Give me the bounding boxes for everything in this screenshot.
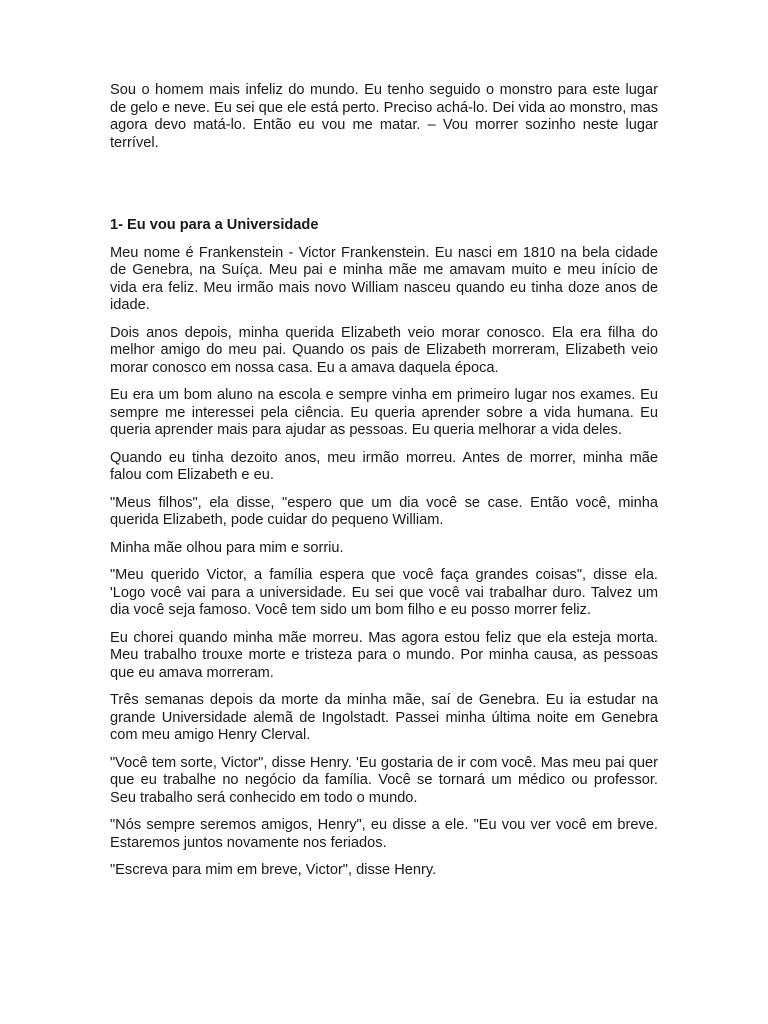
body-paragraph: Minha mãe olhou para mim e sorriu. xyxy=(110,539,344,556)
body-paragraph: "Nós sempre seremos amigos, Henry", eu disse a ele. "Eu vou ver você em breve. Estaremos juntos novamente nos feriados. xyxy=(110,817,658,851)
body-paragraph: Três semanas depois da morte da minha mãe, saí de Genebra. Eu ia estudar na grande Universidade alemã de Ingolstadt. Passei minha última noite em Genebra com meu amigo Henry Clerval. xyxy=(110,692,658,743)
body-paragraph: Eu chorei quando minha mãe morreu. Mas agora estou feliz que ela esteja morta. Meu trabalho trouxe morte e tristeza para o mundo. Por minha causa, as pessoas que eu amava morreram. xyxy=(110,629,658,681)
document-page xyxy=(110,82,658,890)
body-paragraph: "Escreva para mim em breve, Victor", disse Henry. xyxy=(110,862,437,878)
section-gap xyxy=(110,152,658,217)
body-paragraph: Quando eu tinha dezoito anos, meu irmão morreu. Antes de morrer, minha mãe falou com Elizabeth e eu. xyxy=(110,449,658,483)
intro-paragraph: Sou o homem mais infeliz do mundo. Eu tenho seguido o monstro para este lugar de gelo e neve. Eu sei que ele está perto. Preciso achá-lo. Dei vida ao monstro, mas agora devo matá-lo. Então eu vou me matar. – Vou morrer sozinho neste lugar terrível. xyxy=(110,82,658,151)
body-paragraph: "Você tem sorte, Victor", disse Henry. 'Eu gostaria de ir com você. Mas meu pai quer que eu trabalhe no negócio da família. Você se tornará um médico ou professor. Seu trabalho será conhecido em todo o mundo. xyxy=(110,754,658,806)
body-paragraph: "Meus filhos", ela disse, "espero que um dia você se case. Então você, minha querida Elizabeth, pode cuidar do pequeno William. xyxy=(110,494,658,528)
body-paragraph: Dois anos depois, minha querida Elizabeth veio morar conosco. Ela era filha do melhor amigo do meu pai. Quando os pais de Elizabeth morreram, Elizabeth veio morar conosco em nossa casa. Eu a amava daquela época. xyxy=(110,324,658,376)
body-paragraph: Eu era um bom aluno na escola e sempre vinha em primeiro lugar nos exames. Eu sempre me interessei pela ciência. Eu queria aprender sobre a vida humana. Eu queria aprender mais para ajudar as pessoas. Eu queria melhorar a vida deles. xyxy=(110,387,658,438)
body-paragraph: Meu nome é Frankenstein - Victor Frankenstein. Eu nasci em 1810 na bela cidade de Genebra, na Suíça. Meu pai e minha mãe me amavam muito e meu início de vida era feliz. Meu irmão mais novo William nasceu quando eu tinha doze anos de idade. xyxy=(110,244,658,313)
body-paragraph: "Meu querido Victor, a família espera que você faça grandes coisas", disse ela. 'Logo você vai para a universidade. Eu sei que você vai trabalhar duro. Talvez um dia você seja famoso. Você tem sido um bom filho e eu posso morrer feliz. xyxy=(110,567,658,618)
chapter-title: 1- Eu vou para a Universidade xyxy=(110,217,319,233)
